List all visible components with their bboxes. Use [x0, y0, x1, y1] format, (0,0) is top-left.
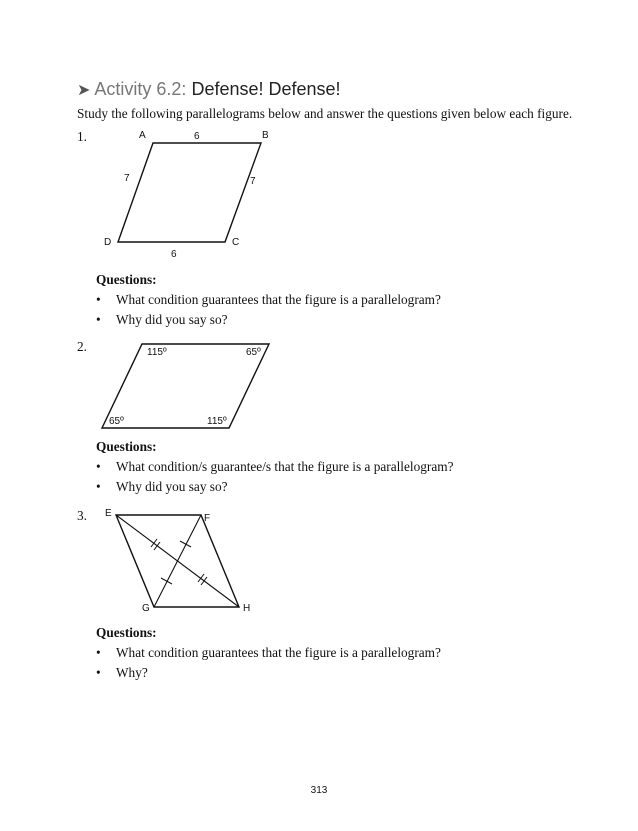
question-1b: • Why did you say so? [96, 312, 228, 327]
activity-number: Activity 6.2: [94, 79, 187, 99]
vertex-a-label: A [139, 130, 146, 141]
page-number: 313 [310, 785, 328, 796]
question-1a: • What condition guarantees that the figure is a parallelogram? [96, 292, 441, 307]
arrow-icon: ➤ [77, 82, 91, 99]
vertex-g-label: G [142, 603, 150, 614]
question-3b: • Why? [96, 665, 148, 680]
question-2b: • Why did you say so? [96, 479, 228, 494]
vertex-e-label: E [105, 508, 112, 519]
angle-bottom-left-label: 65º [109, 416, 124, 427]
instructions: Study the following parallelograms below and answer the questions given below each figure. [77, 106, 573, 121]
single-tick-marks [161, 541, 191, 584]
side-dc-label: 6 [171, 249, 177, 260]
questions-heading-3: Questions: [96, 625, 157, 640]
vertex-c-label: C [232, 237, 240, 248]
angle-top-left-label: 115º [147, 347, 167, 358]
parallelogram-abcd [118, 143, 261, 242]
side-bc-label: 7 [250, 176, 256, 187]
question-2a: • What condition/s guarantee/s that the figure is a parallelogram? [96, 459, 454, 474]
parallelogram-angles [102, 344, 269, 428]
vertex-d-label: D [104, 237, 112, 248]
angle-bottom-right-label: 115º [207, 416, 227, 427]
item-number-3: 3. [77, 508, 87, 523]
side-ab-label: 6 [194, 131, 200, 142]
vertex-f-label: F [204, 513, 211, 524]
questions-heading-2: Questions: [96, 439, 157, 454]
side-ad-label: 7 [124, 173, 130, 184]
vertex-h-label: H [243, 603, 251, 614]
item-number-1: 1. [77, 129, 87, 144]
vertex-b-label: B [262, 130, 269, 141]
item-number-2: 2. [77, 339, 87, 354]
question-3a: • What condition guarantees that the figure is a parallelogram? [96, 645, 441, 660]
questions-heading-1: Questions: [96, 272, 157, 287]
activity-name: Defense! Defense! [191, 79, 341, 99]
angle-top-right-label: 65º [246, 347, 261, 358]
diagonal-fg [154, 515, 201, 607]
